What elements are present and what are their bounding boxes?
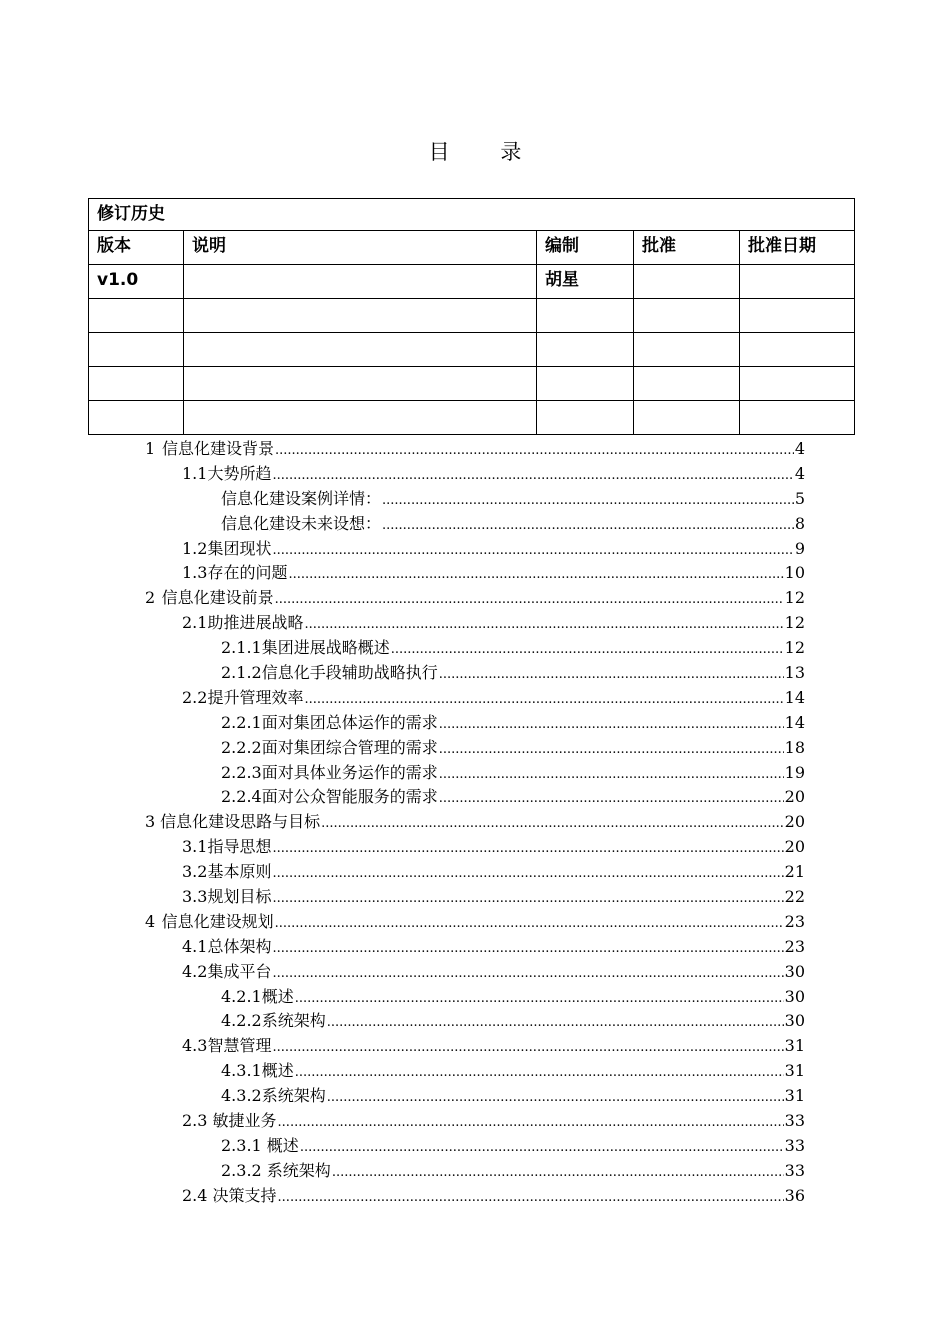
toc-entry[interactable] — [0, 1059, 950, 1084]
toc-title: 面对公众智能服务的需求 — [261, 787, 438, 807]
table-cell — [740, 265, 855, 299]
toc-page-number: 33 — [784, 1135, 805, 1155]
toc-leader — [295, 1059, 784, 1086]
toc-title: 智慧管理 — [207, 1036, 272, 1056]
toc-entry[interactable] — [0, 736, 950, 761]
toc-title: 集团现状 — [207, 538, 272, 558]
toc-title: 2.4 决策支持 — [182, 1185, 277, 1205]
toc-number: 3.1 — [182, 837, 208, 857]
toc-leader — [278, 1184, 784, 1211]
toc-leader — [272, 537, 793, 564]
toc-title: 规划目标 — [207, 887, 272, 907]
toc-page-number: 8 — [794, 513, 805, 533]
toc-number: 3.3 — [182, 887, 208, 907]
table-row — [89, 265, 855, 299]
table-cell — [537, 367, 634, 401]
toc-leader — [275, 437, 794, 464]
toc-title: 信息化建设案例详情： — [221, 488, 382, 508]
toc-page-number: 36 — [784, 1185, 805, 1205]
toc-number: 3.2 — [182, 862, 208, 882]
toc-leader — [439, 711, 784, 738]
toc-entry[interactable] — [0, 810, 950, 835]
table-cell — [184, 401, 537, 435]
toc-page-number: 12 — [784, 588, 805, 608]
toc-number: 4.3.1 — [221, 1061, 262, 1081]
table-cell: v1.0 — [89, 265, 184, 299]
toc-number: 2.1 — [182, 613, 208, 633]
toc-title: 集团进展战略概述 — [261, 638, 390, 658]
toc-page-number: 10 — [784, 563, 805, 583]
header-version: 版本 — [89, 231, 184, 265]
toc-title: 系统架构 — [261, 1086, 326, 1106]
toc-page-number: 20 — [784, 837, 805, 857]
toc-leader — [327, 1084, 784, 1111]
toc-page-number: 31 — [784, 1036, 805, 1056]
toc-number: 4.2.1 — [221, 986, 262, 1006]
toc-page-number: 22 — [784, 887, 805, 907]
toc-page-number: 23 — [784, 911, 805, 931]
toc-page-number: 5 — [794, 488, 805, 508]
toc-page-number: 21 — [784, 862, 805, 882]
table-cell — [634, 265, 740, 299]
toc-number: 4.1 — [182, 936, 208, 956]
toc-leader — [275, 586, 784, 613]
revision-table-header-row — [89, 231, 855, 265]
toc-entry[interactable] — [0, 462, 950, 487]
table-row — [89, 333, 855, 367]
header-approval-date: 批准日期 — [740, 231, 855, 265]
toc-leader — [332, 1159, 784, 1186]
toc-entry[interactable] — [0, 1184, 950, 1209]
toc-title: 2.3 敏捷业务 — [182, 1111, 277, 1131]
toc-page-number: 4 — [794, 463, 805, 483]
toc-entry[interactable] — [0, 537, 950, 562]
toc-leader — [300, 1134, 784, 1161]
toc-page-number: 33 — [784, 1160, 805, 1180]
toc-page-number: 31 — [784, 1061, 805, 1081]
toc-leader — [391, 636, 784, 663]
toc-leader — [275, 910, 784, 937]
toc-leader — [272, 885, 783, 912]
toc-entry[interactable] — [0, 1134, 950, 1159]
table-cell — [89, 401, 184, 435]
toc-title: 信息化手段辅助战略执行 — [261, 663, 438, 683]
toc-number: 2.2.1 — [221, 712, 262, 732]
toc-title: 概述 — [261, 1061, 294, 1081]
toc-page-number: 13 — [784, 663, 805, 683]
toc-page-number: 12 — [784, 638, 805, 658]
table-cell — [740, 401, 855, 435]
toc-number: 2.2.4 — [221, 787, 262, 807]
toc-page-number: 30 — [784, 1011, 805, 1031]
toc-leader — [304, 686, 783, 713]
toc-leader — [382, 487, 794, 514]
toc-number: 1.1 — [182, 463, 208, 483]
toc-number: 4.2.2 — [221, 1011, 262, 1031]
table-cell — [89, 299, 184, 333]
toc-leader — [272, 960, 783, 987]
toc-page-number: 30 — [784, 986, 805, 1006]
toc-leader — [272, 860, 783, 887]
toc-number: 4.3.2 — [221, 1086, 262, 1106]
toc-entry[interactable] — [0, 785, 950, 810]
table-cell — [634, 299, 740, 333]
toc-number: 3 — [145, 812, 156, 832]
toc-number: 2.1.2 — [221, 663, 262, 683]
table-row — [89, 367, 855, 401]
toc-entry[interactable] — [0, 910, 950, 935]
table-cell — [634, 401, 740, 435]
toc-title: 面对具体业务运作的需求 — [261, 762, 438, 782]
toc-number: 2.2 — [182, 687, 208, 707]
table-row — [89, 299, 855, 333]
table-cell — [184, 333, 537, 367]
toc-entry[interactable] — [0, 611, 950, 636]
toc-title: 信息化建设前景 — [161, 588, 274, 608]
toc-title: 助推进展战略 — [207, 613, 304, 633]
toc-page-number: 23 — [784, 936, 805, 956]
header-description: 说明 — [184, 231, 537, 265]
toc-entry[interactable] — [0, 512, 950, 537]
toc-leader — [439, 785, 784, 812]
toc-leader — [272, 935, 783, 962]
table-row — [89, 401, 855, 435]
toc-leader — [304, 611, 783, 638]
table-cell — [184, 265, 537, 299]
toc-entry[interactable] — [0, 761, 950, 786]
toc-leader — [439, 761, 784, 788]
toc-entry[interactable] — [0, 935, 950, 960]
toc-entry[interactable] — [0, 860, 950, 885]
toc-page-number: 14 — [784, 687, 805, 707]
toc-page-number: 18 — [784, 737, 805, 757]
toc-title: 总体架构 — [207, 936, 272, 956]
toc-entry[interactable] — [0, 1159, 950, 1184]
toc-number: 2.2.3 — [221, 762, 262, 782]
toc-title: 提升管理效率 — [207, 687, 304, 707]
toc-leader — [288, 561, 783, 588]
revision-table-title-row — [89, 199, 855, 231]
toc-page-number: 33 — [784, 1111, 805, 1131]
toc-title: 2.3.2 系统架构 — [221, 1160, 331, 1180]
toc-title: 基本原则 — [207, 862, 272, 882]
toc-title: 面对集团综合管理的需求 — [261, 737, 438, 757]
table-cell — [537, 333, 634, 367]
table-cell: 胡星 — [537, 265, 634, 299]
toc-entry[interactable] — [0, 561, 950, 586]
toc-number: 1.3 — [182, 563, 208, 583]
toc-number: 1.2 — [182, 538, 208, 558]
toc-number: 2 — [145, 588, 156, 608]
toc-title: 系统架构 — [261, 1011, 326, 1031]
toc-number: 4.2 — [182, 961, 208, 981]
toc-title: 信息化建设背景 — [161, 439, 274, 458]
table-of-contents — [0, 437, 950, 1209]
table-cell — [537, 299, 634, 333]
toc-number: 4 — [145, 911, 156, 931]
toc-entry[interactable] — [0, 686, 950, 711]
revision-table-title: 修订历史 — [89, 199, 855, 231]
header-approver: 批准 — [634, 231, 740, 265]
toc-leader — [439, 661, 784, 688]
table-cell — [634, 333, 740, 367]
table-cell — [740, 299, 855, 333]
toc-entry[interactable] — [0, 711, 950, 736]
toc-page-number: 9 — [794, 538, 805, 558]
toc-number: 2.2.2 — [221, 737, 262, 757]
toc-title: 概述 — [261, 986, 294, 1006]
toc-page-number: 20 — [784, 787, 805, 807]
toc-number: 1 — [145, 439, 156, 458]
toc-page-number: 31 — [784, 1086, 805, 1106]
toc-entry[interactable] — [0, 586, 950, 611]
table-cell — [184, 299, 537, 333]
toc-entry[interactable] — [0, 661, 950, 686]
toc-title: 存在的问题 — [207, 563, 288, 583]
table-cell — [740, 333, 855, 367]
toc-leader — [321, 810, 784, 837]
table-cell — [184, 367, 537, 401]
toc-leader — [278, 1109, 784, 1136]
toc-entry[interactable] — [0, 487, 950, 512]
toc-page-number: 20 — [784, 812, 805, 832]
toc-leader — [439, 736, 784, 763]
header-author: 编制 — [537, 231, 634, 265]
toc-title: 信息化建设规划 — [161, 911, 274, 931]
toc-entry[interactable] — [0, 636, 950, 661]
toc-title: 大势所趋 — [207, 463, 272, 483]
toc-page-number: 19 — [784, 762, 805, 782]
toc-title: 面对集团总体运作的需求 — [261, 712, 438, 732]
page-title: 目 录 — [428, 140, 544, 164]
toc-page-number: 14 — [784, 712, 805, 732]
toc-entry[interactable] — [0, 885, 950, 910]
toc-entry[interactable] — [0, 1034, 950, 1059]
toc-leader — [327, 1009, 784, 1036]
toc-entry[interactable] — [0, 835, 950, 860]
toc-leader — [272, 462, 793, 489]
toc-entry[interactable] — [0, 1009, 950, 1034]
toc-leader — [272, 1034, 783, 1061]
toc-title: 2.3.1 概述 — [221, 1135, 299, 1155]
toc-entry[interactable] — [0, 1084, 950, 1109]
table-cell — [634, 367, 740, 401]
toc-number: 4.3 — [182, 1036, 208, 1056]
toc-entry[interactable] — [0, 985, 950, 1010]
toc-entry[interactable] — [0, 437, 950, 462]
toc-leader — [272, 835, 783, 862]
toc-page-number: 30 — [784, 961, 805, 981]
toc-leader — [382, 512, 794, 539]
toc-title: 指导思想 — [207, 837, 272, 857]
toc-title: 集成平台 — [207, 961, 272, 981]
toc-page-number: 4 — [794, 439, 805, 458]
toc-number: 2.1.1 — [221, 638, 262, 658]
table-cell — [537, 401, 634, 435]
table-cell — [89, 367, 184, 401]
toc-title: 信息化建设未来设想： — [221, 513, 382, 533]
toc-page-number: 12 — [784, 613, 805, 633]
toc-title: 信息化建设思路与目标 — [160, 812, 321, 832]
table-cell — [89, 333, 184, 367]
toc-entry[interactable] — [0, 1109, 950, 1134]
table-cell — [740, 367, 855, 401]
toc-entry[interactable] — [0, 960, 950, 985]
toc-leader — [295, 985, 784, 1012]
revision-history-table — [88, 198, 855, 435]
